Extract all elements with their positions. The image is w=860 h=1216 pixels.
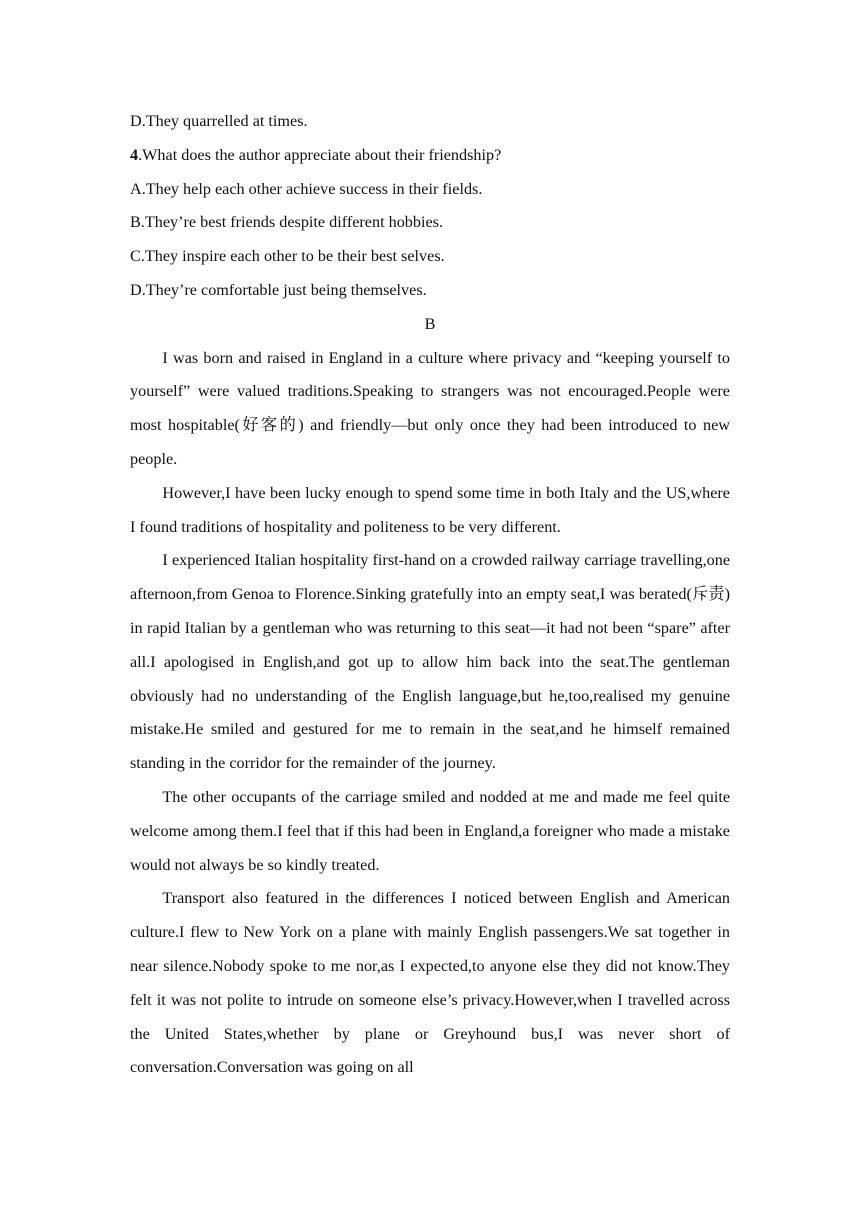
passage-b-paragraph-4: The other occupants of the carriage smiled and nodded at me and made me feel quite welcome among them.I feel that if this had been in England,a foreigner who made a mistake would not always be so kindly treated. xyxy=(130,787,730,874)
passage-b-heading: B xyxy=(424,314,436,333)
question-4-stem xyxy=(130,139,730,173)
question-4-option-c: C.They inspire each other to be their best selves. xyxy=(130,247,445,266)
document-page xyxy=(130,105,730,1085)
question-4-stem-text: .What does the author appreciate about their friendship? xyxy=(138,145,502,164)
passage-b-paragraph-3: I experienced Italian hospitality first-hand on a crowded railway carriage travelling,one afternoon,from Genoa to Florence.Sinking gratefully into an empty seat,I was berated(斥责) in rapid Italian by a gentleman who was returning to this seat—it had not been “spare” after all.I apologised in English,and got up to allow him back into the seat.The gentleman obviously had no understanding of the English language,but he,too,realised my genuine mistake.He smiled and gestured for me to remain in the seat,and he himself remained standing in the corridor for the remainder of the journey. xyxy=(130,551,730,773)
question-4-option-a: A.They help each other achieve success in their fields. xyxy=(130,179,483,198)
passage-b-paragraph-5: Transport also featured in the differences I noticed between English and American culture.I flew to New York on a plane with mainly English passengers.We sat together in near silence.Nobody spoke to me nor,as I expected,to anyone else they did not know.They felt it was not polite to intrude on someone else’s privacy.However,when I travelled across the United States,whether by plane or Greyhound bus,I was never short of conversation.Conversation was going on all xyxy=(130,889,730,1077)
question-4-option-d: D.They’re comfortable just being themselves. xyxy=(130,280,427,299)
passage-b-paragraph-1: I was born and raised in England in a culture where privacy and “keeping yourself to yourself” were valued traditions.Speaking to strangers was not encouraged.People were most hospitable(好客的) and friendly—but only once they had been introduced to new people. xyxy=(130,348,730,468)
passage-b-paragraph-2: However,I have been lucky enough to spend some time in both Italy and the US,where I found traditions of hospitality and politeness to be very different. xyxy=(130,483,730,536)
question-3-option-d: D.They quarrelled at times. xyxy=(130,112,308,130)
question-4-option-b: B.They’re best friends despite different hobbies. xyxy=(130,213,444,232)
question-4-number: 4 xyxy=(130,145,139,164)
